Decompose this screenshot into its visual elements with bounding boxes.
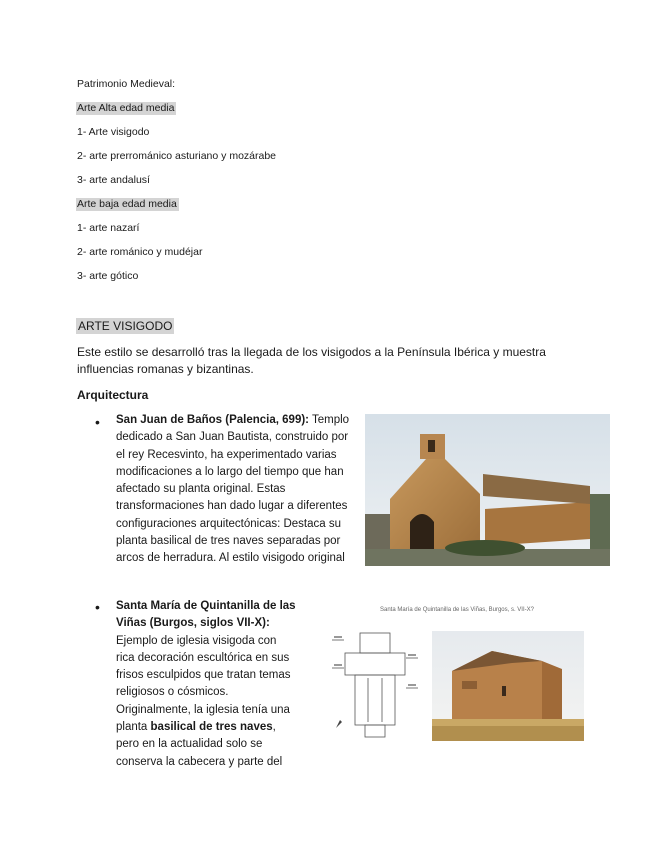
section-heading-baja-text: Arte baja edad media [77,198,177,210]
floor-plan-drawing [330,628,420,743]
text-line: religiosos o cósmicos. [116,686,229,699]
text-regular: planta [116,721,151,734]
text-line: modificaciones a lo largo del tiempo que han [116,465,344,478]
list-item: 2- arte prerrománico asturiano y mozárabe [77,150,277,162]
section-heading-alta [77,101,176,115]
text-line [116,412,349,429]
text-line: Ejemplo de iglesia visigoda con [116,634,277,647]
text-bold: San Juan de Baños (Palencia, 699): [116,414,310,426]
text-line: Originalmente, la iglesia tenía una [116,703,290,716]
intro-paragraph: Este estilo se desarrolló tras la llegada de los visigodos a la Península Ibérica y muestra influencias romanas y bizantinas. [77,345,546,376]
list-item: 3- arte gótico [77,270,139,282]
san-juan-church-photo [365,414,610,566]
item-santa-maria-text [116,598,296,771]
text-line: transformaciones han dado lugar a diferentes [116,500,348,513]
text-bold: Santa María de Quintanilla de las [116,600,296,612]
figure-caption: Santa María de Quintanilla de las Viñas, Burgos, s. VII-X? [380,607,534,613]
text-line: frisos esculpidos que tratan temas [116,669,291,682]
list-item: 1- Arte visigodo [77,126,150,138]
text-bold: basilical de tres naves [150,721,273,734]
section-heading-alta-text: Arte Alta edad media [77,102,175,114]
text-line: planta basilical de tres naves separadas por [116,535,341,548]
list-item: 2- arte románico y mudéjar [77,246,203,258]
page-title: Patrimonio Medieval: [77,78,176,90]
text-line: el rey Recesvinto, ha experimentado varias [116,448,337,461]
text-line: arcos de herradura. Al estilo visigodo original [116,552,345,565]
text-line: conserva la cabecera y parte del [116,755,283,768]
item-san-juan-text [116,412,349,568]
text-bold: Viñas (Burgos, siglos VII-X): [116,617,270,630]
section-heading-baja [77,197,179,211]
text-line [116,598,296,615]
text-line: configuraciones arquitectónicas: Destaca su [116,517,342,530]
text-line: rica decoración escultórica en sus [116,651,290,664]
bullet-icon: • [95,599,100,615]
text-regular: , [272,721,276,734]
text-line: dedicado a San Juan Bautista, construido por [116,431,349,444]
section-heading-visigodo: ARTE VISIGODO [78,319,173,333]
text-line: afectado su planta original. Estas [116,483,286,496]
bullet-icon: • [95,414,100,430]
text-line [116,719,296,736]
santa-maria-church-photo [432,631,584,741]
subheading-arquitectura: Arquitectura [77,388,149,402]
list-item: 3- arte andalusí [77,174,150,186]
text-line: pero en la actualidad solo se [116,738,263,751]
text-line [116,615,296,632]
list-item: 1- arte nazarí [77,222,140,234]
text-regular: Templo [309,414,350,426]
